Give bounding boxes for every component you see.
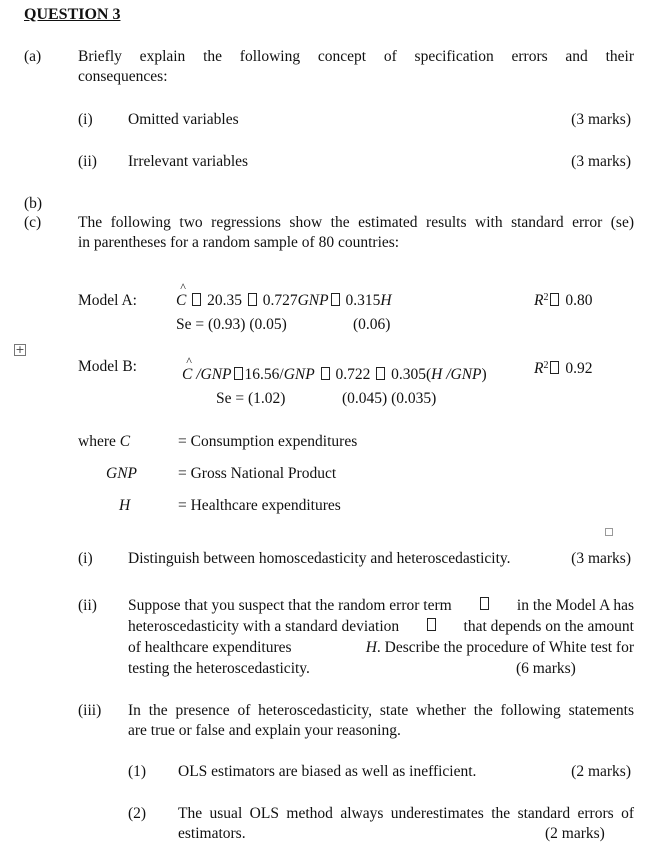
missing-glyph-box — [480, 597, 489, 610]
missing-glyph-box — [550, 293, 559, 306]
missing-glyph-box — [248, 293, 257, 306]
part-c-intro-line2: in parentheses for a random sample of 80 countries: — [78, 234, 400, 251]
c-ii-num: (ii) — [78, 597, 97, 614]
c-ii-line3a: of healthcare expenditures — [128, 639, 292, 656]
model-a-r2 — [534, 292, 592, 310]
missing-glyph-box — [234, 367, 243, 380]
a-ii-num: (ii) — [78, 153, 97, 170]
c-ii-line1b: in the Model A has — [516, 597, 634, 614]
question-title: QUESTION 3 — [24, 6, 121, 23]
def-c-desc: = Consumption expenditures — [178, 433, 358, 450]
missing-glyph-box — [331, 293, 340, 306]
expand-icon[interactable]: + — [15, 343, 25, 356]
model-a-c-symbol: ^ C — [176, 292, 186, 310]
a-ii-marks: (3 marks) — [571, 153, 631, 170]
model-b-se: Se = (1.02) — [216, 390, 286, 407]
model-a-se: Se = (0.93) (0.05) — [176, 316, 287, 333]
model-a-r2-value: 0.80 — [565, 292, 593, 309]
c-ii-line1a: Suppose that you suspect that the random error term — [128, 597, 452, 614]
model-b-c-symbol: ^ C — [182, 366, 192, 384]
missing-glyph-box — [321, 367, 330, 380]
def-h-desc: = Healthcare expenditures — [178, 497, 341, 514]
where-word — [78, 433, 130, 451]
model-b-ratio-coef: 0.305( — [391, 366, 432, 383]
part-c-label: (c) — [24, 214, 42, 231]
c-ii-line4: testing the heteroscedasticity. — [128, 660, 310, 677]
a-i-text: Omitted variables — [128, 111, 239, 128]
c-iii-num: (iii) — [78, 702, 102, 719]
model-a-label: Model A: — [78, 292, 137, 309]
r2-label: R — [534, 360, 544, 377]
model-b-const: 0.722 — [335, 366, 371, 383]
c-ii-line2a: heteroscedasticity with a standard deviation — [128, 618, 400, 635]
part-a-label: (a) — [24, 48, 42, 65]
missing-glyph-box — [192, 293, 201, 306]
c-ii-line1 — [128, 597, 634, 615]
c-i-marks: (3 marks) — [571, 550, 631, 567]
c-i-text: Distinguish between homoscedasticity and heteroscedasticity. — [128, 550, 511, 567]
a-i-marks: (3 marks) — [571, 111, 631, 128]
c-iii-1-num: (1) — [128, 763, 147, 780]
model-b-r2-value: 0.92 — [565, 360, 593, 377]
r2-label: R — [534, 292, 544, 309]
model-a-intercept: 20.35 — [207, 292, 242, 309]
model-b-label: Model B: — [78, 358, 137, 375]
def-h-symbol: H — [119, 497, 131, 514]
model-b-close-paren: ) — [481, 366, 487, 383]
model-a-gnp-var: GNP — [297, 292, 329, 309]
model-a-h-coef: 0.315 — [345, 292, 381, 309]
model-a-h-var: H — [380, 292, 392, 309]
model-b-equation — [182, 366, 487, 384]
c-iii-1-marks: (2 marks) — [571, 763, 631, 780]
r2-sup: 2 — [543, 360, 549, 371]
def-gnp-desc: = Gross National Product — [178, 465, 337, 482]
c-iii-1-text: OLS estimators are biased as well as inefficient. — [178, 763, 477, 780]
c-ii-line2 — [128, 618, 634, 636]
c-ii-line3 — [128, 639, 634, 657]
model-b-lhs-gnp: /GNP — [196, 366, 232, 383]
c-iii-2-text: The usual OLS method always underestimates the standard errors of — [178, 805, 634, 822]
part-c-intro-line1: The following two regressions show the estimated results with standard error (se) — [78, 214, 634, 231]
c-ii-line2b: that depends on the amount — [463, 618, 634, 635]
c-iii-2-num: (2) — [128, 805, 147, 822]
model-a-gnp-coef: 0.727 — [262, 292, 298, 309]
def-gnp-symbol: GNP — [106, 465, 137, 482]
c-iii-2-marks: (2 marks) — [545, 825, 605, 842]
part-b-label: (b) — [24, 195, 43, 212]
model-b-r2 — [534, 360, 592, 378]
missing-glyph-box — [550, 361, 559, 374]
c-iii-2-text2: estimators. — [178, 825, 246, 842]
model-a-equation — [176, 292, 392, 310]
c-iii-line2: are true or false and explain your reasoning. — [128, 722, 401, 739]
small-square-icon — [605, 528, 613, 536]
model-b-ratio: H /GNP — [431, 366, 482, 383]
part-a-text-line2: consequences: — [78, 68, 168, 85]
a-ii-text: Irrelevant variables — [128, 153, 249, 170]
model-b-intercept: 16.56/ — [244, 366, 284, 383]
model-a-se-last: (0.06) — [353, 316, 391, 333]
model-b-se-rest: (0.045) (0.035) — [342, 390, 437, 407]
a-i-num: (i) — [78, 111, 93, 128]
c-ii-line3b: . Describe the procedure of White test for — [376, 639, 634, 656]
c-iii-line1: In the presence of heteroscedasticity, state whether the following statements — [128, 702, 634, 719]
where-text: where — [78, 433, 116, 450]
def-c-symbol: C — [119, 433, 131, 450]
r2-sup: 2 — [543, 292, 549, 303]
c-ii-marks: (6 marks) — [516, 660, 576, 677]
c-i-num: (i) — [78, 550, 93, 567]
missing-glyph-box — [376, 367, 385, 380]
part-a-text-line1: Briefly explain the following concept of specification errors and their — [78, 48, 634, 65]
missing-glyph-box — [427, 618, 436, 631]
c-ii-h-var: H — [365, 639, 377, 656]
model-b-gnp-var: GNP — [283, 366, 315, 383]
